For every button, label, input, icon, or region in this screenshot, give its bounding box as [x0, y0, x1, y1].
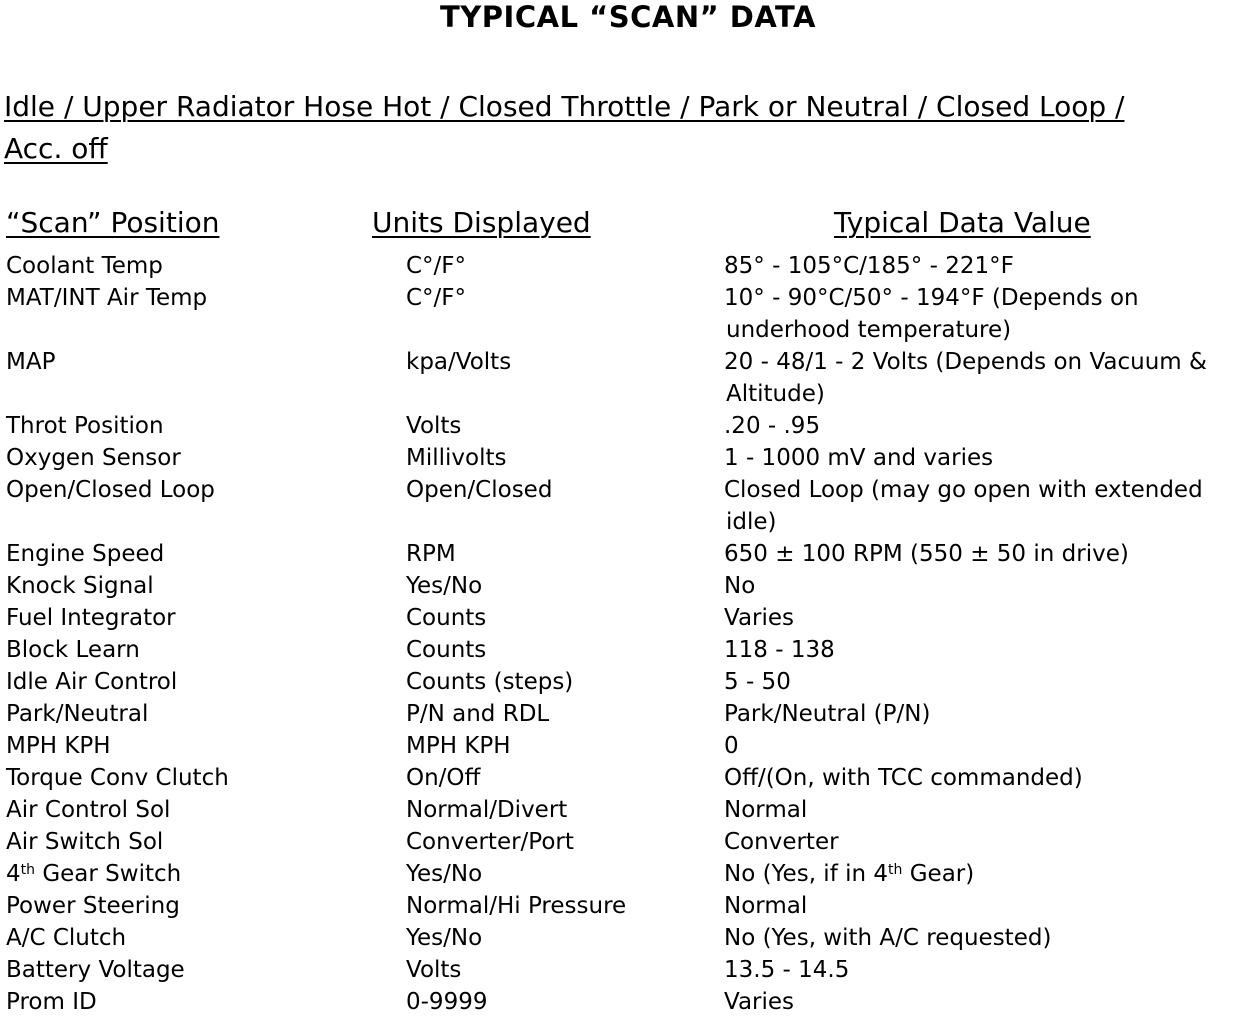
scan-position-cell: Knock Signal: [6, 573, 154, 599]
scan-position-cell: Engine Speed: [6, 541, 165, 567]
typical-value-line: Converter: [724, 829, 839, 855]
units-cell: Yes/No: [406, 573, 483, 599]
typical-value-line: Normal: [724, 797, 808, 823]
typical-value-continuation: Altitude): [726, 381, 825, 407]
scan-position-cell: Park/Neutral: [6, 701, 149, 727]
typical-value-line: 85° - 105°C/185° - 221°F: [724, 253, 1014, 279]
units-cell: Yes/No: [406, 861, 483, 887]
units-cell: 0-9999: [406, 989, 488, 1015]
typical-value-cell: [724, 698, 1244, 730]
header-scan-position: “Scan” Position: [6, 206, 220, 239]
units-cell: C°/F°: [406, 253, 467, 279]
units-cell: C°/F°: [406, 285, 467, 311]
typical-value-line: Closed Loop (may go open with extended: [724, 477, 1203, 503]
typical-value-line: 650 ± 100 RPM (550 ± 50 in drive): [724, 541, 1129, 567]
scan-position-cell: Throt Position: [6, 413, 164, 439]
typical-value-text: No (Yes, if in 4: [724, 861, 889, 887]
typical-value-cell: [724, 442, 1244, 474]
scan-position-cell: Air Control Sol: [6, 797, 171, 823]
scan-position-cell: Open/Closed Loop: [6, 477, 215, 503]
typical-value-cell: [724, 986, 1244, 1018]
scan-position-cell: Torque Conv Clutch: [6, 765, 229, 791]
typical-value-line: 0: [724, 733, 739, 759]
units-cell: kpa/Volts: [406, 349, 512, 375]
typical-value-cell: [724, 634, 1244, 666]
typical-value-line: No (Yes, with A/C requested): [724, 925, 1052, 951]
units-cell: Counts (steps): [406, 669, 574, 695]
typical-value-cell: [724, 570, 1244, 602]
typical-value-cell: [724, 954, 1244, 986]
typical-value-cell: [724, 666, 1244, 698]
typical-value-cell: [724, 762, 1244, 794]
typical-value-line: .20 - .95: [724, 413, 821, 439]
scan-position-cell: Oxygen Sensor: [6, 445, 181, 471]
scan-position-cell: Power Steering: [6, 893, 180, 919]
units-cell: P/N and RDL: [406, 701, 550, 727]
scan-position-cell: MPH KPH: [6, 733, 111, 759]
typical-value-superscript: th: [888, 862, 903, 878]
typical-value-cell: [724, 282, 1244, 346]
scan-position-cell: Fuel Integrator: [6, 605, 176, 631]
typical-value-cell: [724, 602, 1244, 634]
typical-value-line: Park/Neutral (P/N): [724, 701, 931, 727]
units-cell: Yes/No: [406, 925, 483, 951]
scan-position-cell: Coolant Temp: [6, 253, 163, 279]
units-cell: Converter/Port: [406, 829, 574, 855]
units-cell: Normal/Divert: [406, 797, 568, 823]
units-cell: On/Off: [406, 765, 481, 791]
typical-value-line: 1 - 1000 mV and varies: [724, 445, 994, 471]
typical-value-line: No: [724, 573, 756, 599]
units-cell: Millivolts: [406, 445, 507, 471]
units-cell: Open/Closed: [406, 477, 553, 503]
typical-value-continuation: idle): [726, 509, 777, 535]
typical-value-line: Normal: [724, 893, 808, 919]
typical-value-cell: [724, 858, 1244, 890]
scan-position-cell: Idle Air Control: [6, 669, 178, 695]
units-cell: Counts: [406, 637, 487, 663]
typical-value-cell: [724, 794, 1244, 826]
typical-value-cell: [724, 826, 1244, 858]
typical-value-cell: [724, 922, 1244, 954]
scan-position-cell: MAP: [6, 349, 56, 375]
test-conditions: [4, 86, 1204, 170]
units-cell: RPM: [406, 541, 456, 567]
typical-value-line: 13.5 - 14.5: [724, 957, 850, 983]
typical-value-suffix: Gear): [902, 861, 975, 887]
units-cell: Normal/Hi Pressure: [406, 893, 627, 919]
units-cell: Counts: [406, 605, 487, 631]
scan-position-cell: Block Learn: [6, 637, 140, 663]
typical-value-cell: [724, 538, 1244, 570]
test-conditions-line-1: Idle / Upper Radiator Hose Hot / Closed Throttle / Park or Neutral / Closed Loop /: [4, 90, 1125, 123]
scan-position-cell: MAT/INT Air Temp: [6, 285, 208, 311]
typical-value-continuation: underhood temperature): [726, 317, 1012, 343]
typical-value-line: Off/(On, with TCC commanded): [724, 765, 1083, 791]
typical-value-cell: [724, 346, 1244, 410]
typical-value-line: [724, 858, 1244, 890]
scan-position-cell: Air Switch Sol: [6, 829, 164, 855]
scan-position-label: Gear Switch: [42, 861, 182, 887]
units-cell: MPH KPH: [406, 733, 511, 759]
page-title: TYPICAL “SCAN” DATA: [440, 0, 816, 34]
units-cell: Volts: [406, 957, 462, 983]
scan-position-cell: Prom ID: [6, 989, 97, 1015]
typical-value-cell: [724, 474, 1244, 538]
test-conditions-line-2: Acc. off: [4, 132, 108, 165]
typical-value-cell: [724, 890, 1244, 922]
typical-value-cell: [724, 410, 1244, 442]
typical-value-cell: [724, 250, 1244, 282]
typical-value-cell: [724, 730, 1244, 762]
typical-value-line: 118 - 138: [724, 637, 835, 663]
scan-position-prefix: 4: [6, 861, 21, 887]
scan-position-cell: A/C Clutch: [6, 925, 127, 951]
scan-position-cell: [6, 858, 181, 890]
header-units-displayed: Units Displayed: [372, 206, 591, 239]
scan-position-superscript: th: [20, 862, 36, 878]
units-cell: Volts: [406, 413, 462, 439]
typical-value-line: 5 - 50: [724, 669, 791, 695]
typical-value-line: 10° - 90°C/50° - 194°F (Depends on: [724, 285, 1139, 311]
header-typical-data-value: Typical Data Value: [834, 206, 1091, 239]
typical-value-line: Varies: [724, 989, 795, 1015]
scan-position-cell: Battery Voltage: [6, 957, 185, 983]
typical-value-line: 20 - 48/1 - 2 Volts (Depends on Vacuum &: [724, 349, 1207, 375]
typical-value-line: Varies: [724, 605, 795, 631]
